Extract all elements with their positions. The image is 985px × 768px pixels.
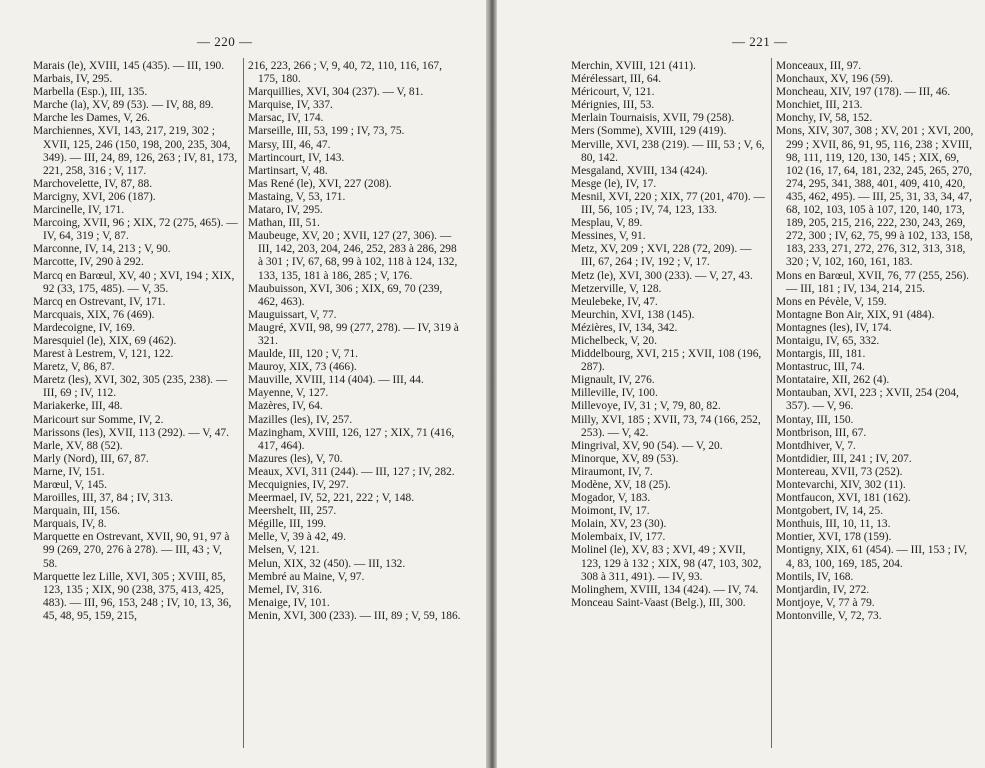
index-entry: Montils, IV, 168. — [776, 570, 854, 583]
index-entry: Moimont, IV, 17. — [571, 505, 650, 518]
index-entry: Mauville, XVIII, 114 (404). — III, 44. — [248, 374, 424, 387]
index-entry: Montay, III, 150. — [776, 413, 854, 426]
index-entry: Montonville, V, 72, 73. — [776, 609, 882, 622]
index-entry: Marissons (les), XVII, 113 (292). — V, 47. — [33, 426, 229, 439]
page-number-right: — 221 — — [732, 34, 788, 49]
index-entry: Marcq en Barœul, XV, 40 ; XVI, 194 ; XIX, 92 (33, 175, 485). — V, 35. — [33, 269, 235, 295]
index-entry: Marcotte, IV, 290 à 292. — [33, 256, 144, 269]
index-entry: Miraumont, IV, 7. — [571, 465, 653, 478]
index-entry: Montereau, XVII, 73 (252). — [776, 465, 903, 478]
index-entry: Melun, XIX, 32 (450). — III, 132. — [248, 557, 406, 570]
left-page — [0, 0, 486, 768]
index-entry: Mesge (le), IV, 17. — [571, 177, 657, 190]
index-entry: Montauban, XVI, 223 ; XVII, 254 (204, 357). — V, 96. — [776, 387, 959, 413]
index-entry: Merville, XVI, 238 (219). — III, 53 ; V, 6, 80, 142. — [571, 138, 765, 164]
index-entry: Middelbourg, XVI, 215 ; XVII, 108 (196, 287). — [571, 348, 762, 374]
index-entry: Marquillies, XVI, 304 (237). — V, 81. — [248, 86, 424, 99]
index-entry: Molinel (le), XV, 83 ; XVI, 49 ; XVII, 123, 129 à 132 ; XIX, 98 (47, 103, 302, 308 à 311, 491). — IV, 93. — [571, 544, 762, 583]
column-divider — [771, 58, 772, 748]
index-entry: Memel, IV, 316. — [248, 583, 323, 596]
index-entry: Mers (Somme), XVIII, 129 (419). — [571, 125, 727, 138]
index-entry: Mastaing, V, 53, 171. — [248, 190, 346, 203]
index-entry: Monchaux, XV, 196 (59). — [776, 73, 893, 86]
index-entry: Marais (le), XVIII, 145 (435). — III, 190. — [33, 60, 225, 72]
index-entry: Molain, XV, 23 (30). — [571, 518, 667, 531]
index-entry: Mérélessart, III, 64. — [571, 73, 662, 86]
index-entry: Marquette en Ostrevant, XVII, 90, 91, 97 à 99 (269, 270, 276 à 278). — III, 43 ; V, 58. — [33, 531, 230, 570]
index-entry: Merchin, XVIII, 121 (411). — [571, 60, 696, 72]
index-entry: Marchovelette, IV, 87, 88. — [33, 177, 153, 190]
index-entry: Mecquignies, IV, 297. — [248, 479, 349, 491]
index-entry: Marconne, IV, 14, 213 ; V, 90. — [33, 243, 171, 256]
index-entry: Mérignies, III, 53. — [571, 99, 655, 112]
index-entry: Meermael, IV, 52, 221, 222 ; V, 148. — [248, 492, 415, 505]
index-entry: Mataro, IV, 295. — [248, 204, 323, 217]
index-entry: Marchiennes, XVI, 143, 217, 219, 302 ; XVII, 125, 246 (150, 198, 200, 235, 304, 349). — III, 24, 89, 126, 263 ; IV, 81, 173, 221, 258, 316 ; V, 117. — [33, 125, 238, 177]
index-entry: Meershelt, III, 257. — [248, 505, 337, 518]
index-entry: Montier, XVI, 178 (159). — [776, 531, 892, 544]
index-entry: Marbais, IV, 295. — [33, 73, 113, 86]
index-entry: Menin, XVI, 300 (233). — III, 89 ; V, 59, 186. — [248, 609, 461, 622]
index-entry: 216, 223, 266 ; V, 9, 40, 72, 110, 116, 167, 175, 180. — [248, 60, 442, 86]
index-entry: Membré au Maine, V, 97. — [248, 570, 365, 583]
index-entry: Montagne Bon Air, XIX, 91 (484). — [776, 308, 935, 321]
index-column-left-1 — [33, 60, 238, 623]
index-entry: Mazures (les), V, 70. — [248, 452, 343, 465]
index-entry: Marne, IV, 151. — [33, 465, 105, 478]
index-entry: Milleville, IV, 100. — [571, 387, 658, 400]
index-entry: Mézières, IV, 134, 342. — [571, 321, 678, 334]
index-entry: Maroilles, III, 37, 84 ; IV, 313. — [33, 492, 173, 505]
index-entry: Meulebeke, IV, 47. — [571, 295, 658, 308]
index-entry: Monceau Saint-Vaast (Belg.), III, 300. — [571, 596, 746, 609]
index-entry: Marquain, III, 156. — [33, 505, 120, 518]
index-entry: Montevarchi, XIV, 302 (11). — [776, 479, 906, 491]
index-entry: Milly, XVI, 185 ; XVII, 73, 74 (166, 252, 253). — V, 42. — [571, 413, 761, 439]
index-entry: Montjoye, V, 77 à 79. — [776, 596, 875, 609]
index-entry: Montjardin, IV, 272. — [776, 583, 870, 596]
index-entry: Marquise, IV, 337. — [248, 99, 333, 112]
index-entry: Mayenne, V, 127. — [248, 387, 329, 400]
index-entry: Marseille, III, 53, 199 ; IV, 73, 75. — [248, 125, 405, 138]
index-entry: Minorque, XV, 89 (53). — [571, 452, 679, 465]
index-entry: Marsac, IV, 174. — [248, 112, 324, 125]
index-entry: Mesplau, V, 89. — [571, 217, 643, 230]
index-entry: Meurchin, XVI, 138 (145). — [571, 308, 695, 321]
index-entry: Maricourt sur Somme, IV, 2. — [33, 413, 164, 426]
index-entry: Mesnil, XVI, 220 ; XIX, 77 (201, 470). — III, 56, 105 ; IV, 74, 123, 133. — [571, 190, 765, 217]
index-entry: Marcquais, XIX, 76 (469). — [33, 308, 155, 321]
index-entry: Mauguissart, V, 77. — [248, 308, 337, 321]
index-entry: Montdhiver, V, 7. — [776, 439, 856, 452]
index-entry: Maulde, III, 120 ; V, 71. — [248, 348, 358, 361]
index-entry: Marly (Nord), III, 67, 87. — [33, 452, 149, 465]
index-entry: Mons en Barœul, XVII, 76, 77 (255, 256). — III, 181 ; IV, 134, 214, 215. — [776, 269, 969, 295]
index-entry: Metz, XV, 209 ; XVI, 228 (72, 209). — III, 67, 264 ; IV, 192 ; V, 17. — [571, 243, 752, 269]
index-entry: Metzerville, V, 128. — [571, 282, 662, 295]
page-number-left: — 220 — — [197, 34, 253, 49]
index-entry: Meaux, XVI, 311 (244). — III, 127 ; IV, 282. — [248, 465, 455, 478]
index-entry: Mazilles (les), IV, 257. — [248, 413, 353, 426]
index-entry: Maubuisson, XVI, 306 ; XIX, 69, 70 (239, 462, 463). — [248, 282, 443, 308]
index-entry: Monchy, IV, 58, 152. — [776, 112, 873, 125]
right-page — [497, 0, 985, 768]
index-entry: Molembaix, IV, 177. — [571, 531, 666, 544]
index-entry: Michelbeck, V, 20. — [571, 334, 657, 347]
index-column-right-2 — [776, 60, 974, 623]
index-entry: Maugré, XVII, 98, 99 (277, 278). — IV, 319 à 321. — [248, 321, 459, 347]
index-entry: Menaige, IV, 101. — [248, 596, 330, 609]
index-entry: Mégille, III, 199. — [248, 518, 327, 531]
index-entry: Marcoing, XVII, 96 ; XIX, 72 (275, 465). — IV, 64, 319 ; V, 87. — [33, 217, 238, 243]
index-entry: Mesgaland, XVIII, 134 (424). — [571, 164, 708, 177]
index-entry: Mazingham, XVIII, 126, 127 ; XIX, 71 (416, 417, 464). — [248, 426, 455, 452]
index-entry: Marcq en Ostrevant, IV, 171. — [33, 295, 166, 308]
index-entry: Marquette lez Lille, XVI, 305 ; XVIII, 85, 123, 135 ; XIX, 90 (238, 375, 413, 425, 483). — III, 96, 153, 248 ; IV, 10, 13, 36, 45, 48, 95, 159, 215, — [33, 570, 232, 622]
index-entry: Marbella (Esp.), III, 135. — [33, 86, 148, 99]
index-entry: Melle, V, 39 à 42, 49. — [248, 531, 346, 544]
index-entry: Marcinelle, IV, 171. — [33, 204, 125, 217]
index-entry: Mariakerke, III, 48. — [33, 400, 123, 413]
index-entry: Marquais, IV, 8. — [33, 518, 107, 531]
index-entry: Messines, V, 91. — [571, 230, 646, 243]
index-entry: Marcigny, XVI, 206 (187). — [33, 190, 156, 203]
column-divider — [243, 58, 244, 748]
index-entry: Montaigu, IV, 65, 332. — [776, 334, 880, 347]
index-entry: Montargis, III, 181. — [776, 348, 866, 361]
index-entry: Marest à Lestrem, V, 121, 122. — [33, 348, 174, 361]
index-entry: Mingrival, XV, 90 (54). — V, 20. — [571, 439, 723, 452]
index-entry: Martinsart, V, 48. — [248, 164, 328, 177]
index-entry: Mardecoigne, IV, 169. — [33, 321, 135, 334]
index-entry: Millevoye, IV, 31 ; V, 79, 80, 82. — [571, 400, 721, 413]
index-entry: Monchiet, III, 213. — [776, 99, 863, 112]
index-entry: Montgobert, IV, 14, 25. — [776, 505, 884, 518]
index-entry: Montigny, XIX, 61 (454). — III, 153 ; IV, 4, 83, 100, 169, 185, 204. — [776, 544, 968, 570]
index-entry: Mas René (le), XVI, 227 (208). — [248, 177, 392, 190]
index-entry: Mathan, III, 51. — [248, 217, 320, 230]
index-entry: Moncheau, XIV, 197 (178). — III, 46. — [776, 86, 951, 99]
index-entry: Marœul, V, 145. — [33, 479, 107, 491]
index-entry: Méricourt, V, 121. — [571, 86, 655, 99]
index-entry: Montastruc, III, 74. — [776, 361, 865, 374]
index-entry: Marche (la), XV, 89 (53). — IV, 88, 89. — [33, 99, 214, 112]
index-entry: Martincourt, IV, 143. — [248, 151, 345, 164]
index-entry: Monthuis, III, 10, 11, 13. — [776, 518, 891, 531]
index-entry: Marche les Dames, V, 26. — [33, 112, 150, 125]
index-entry: Mons, XIV, 307, 308 ; XV, 201 ; XVI, 200, 299 ; XVII, 86, 91, 95, 116, 238 ; XVIII, 98, 111, 119, 120, 130, 145 ; XIX, 69, 102 (16, 17, 64, 181, 232, 245, 265, 270, 274, 295, 341, 388, 401, 409, 410, 420, 435, 462, 495). — III, 25, 31, 33, 34, 47, 68, 102, 103, 105 à 107, 120, 140, 173, 189, 205, 215, 216, 222, 230, 243, 269, 272, 300 ; IV, 62, 75, 99 à 102, 133, 158, 183, 233, 271, 272, 276, 312, 313, 318, 320 ; V, 102, 160, 161, 183. — [776, 125, 974, 269]
index-entry: Modène, XV, 18 (25). — [571, 479, 671, 491]
index-entry: Melsen, V, 121. — [248, 544, 320, 557]
index-entry: Maresquiel (le), XIX, 69 (462). — [33, 334, 177, 347]
index-entry: Montbrison, III, 67. — [776, 426, 867, 439]
index-entry: Mauroy, XIX, 73 (466). — [248, 361, 357, 374]
index-column-left-2 — [248, 60, 463, 623]
index-entry: Metz (le), XVI, 300 (233). — V, 27, 43. — [571, 269, 753, 282]
index-column-right-1 — [571, 60, 766, 610]
index-entry: Montdidier, III, 241 ; IV, 207. — [776, 452, 912, 465]
index-entry: Maretz (les), XVI, 302, 305 (235, 238). — III, 69 ; IV, 112. — [33, 374, 228, 400]
index-entry: Merlain Tournaisis, XVII, 79 (258). — [571, 112, 735, 125]
index-entry: Mogador, V, 183. — [571, 492, 651, 505]
index-entry: Montfaucon, XVI, 181 (162). — [776, 492, 911, 505]
index-entry: Mons en Pévèle, V, 159. — [776, 295, 887, 308]
index-entry: Montataire, XII, 262 (4). — [776, 374, 890, 387]
index-entry: Maubeuge, XV, 20 ; XVII, 127 (27, 306). — III, 142, 203, 204, 246, 252, 283 à 286, 298 à 301 ; IV, 67, 68, 99 à 102, 118 à 124, 132, 133, 135, 181 à 186, 285 ; V, 176. — [248, 230, 458, 282]
index-entry: Mignault, IV, 276. — [571, 374, 655, 387]
book-spine — [486, 0, 497, 768]
index-entry: Marle, XV, 88 (52). — [33, 439, 123, 452]
index-entry: Monceaux, III, 97. — [776, 60, 862, 72]
index-entry: Mazères, IV, 64. — [248, 400, 323, 413]
index-entry: Marsy, III, 46, 47. — [248, 138, 331, 151]
index-entry: Montagnes (les), IV, 174. — [776, 321, 892, 334]
index-entry: Molinghem, XVIII, 134 (424). — IV, 74. — [571, 583, 759, 596]
index-entry: Maretz, V, 86, 87. — [33, 361, 115, 374]
